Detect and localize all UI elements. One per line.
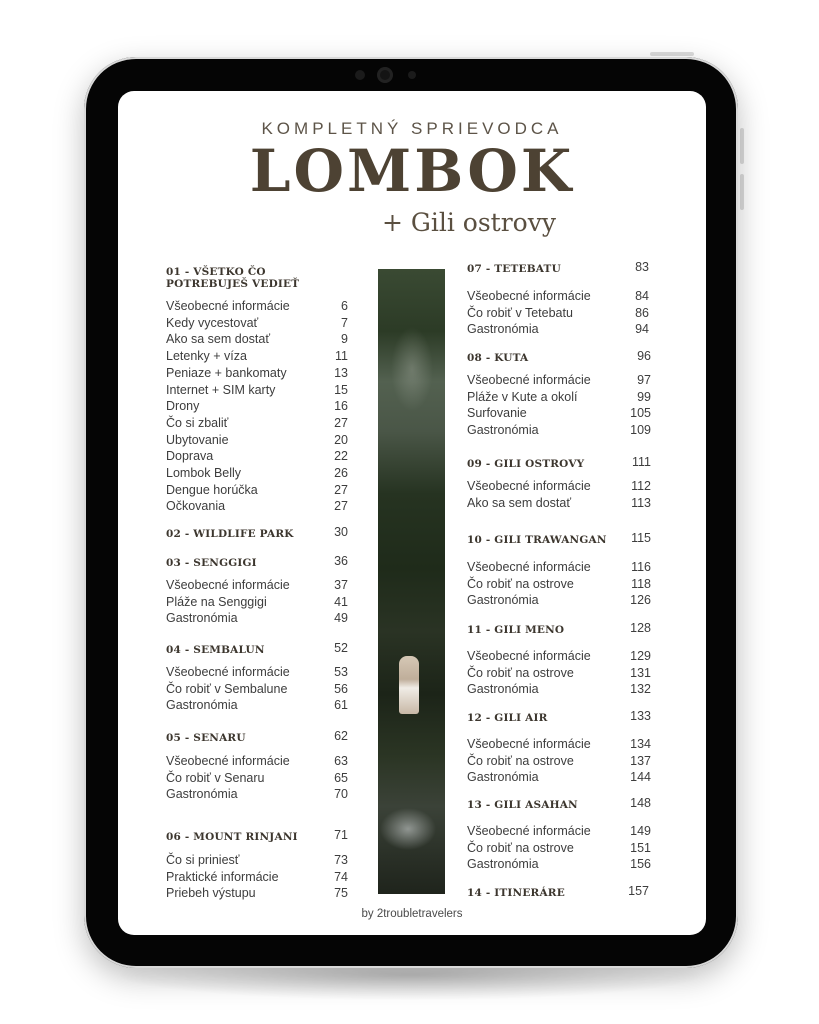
section-page-number: 148: [630, 796, 651, 810]
toc-item-label[interactable]: Čo si priniesť: [166, 853, 240, 867]
toc-item-page: 134: [630, 737, 651, 751]
toc-item-page: 151: [630, 840, 651, 855]
toc-item-label[interactable]: Lombok Belly: [166, 466, 242, 480]
toc-item-label[interactable]: Čo robiť v Sembalune: [166, 681, 288, 696]
toc-item-page: 27: [334, 415, 348, 430]
toc-item-label[interactable]: Očkovania: [166, 499, 226, 514]
toc-item-label[interactable]: Ako sa sem dostať: [467, 495, 572, 510]
toc-item-page: 73: [334, 853, 348, 867]
toc-item-page: 26: [334, 466, 348, 480]
section-page-number: 30: [334, 525, 348, 539]
volume-down-button: [740, 174, 744, 210]
toc-item-page: 65: [334, 770, 348, 785]
toc-item-label[interactable]: Čo si zbaliť: [166, 415, 229, 430]
toc-item-label[interactable]: Gastronómia: [166, 787, 238, 802]
toc-item-page: 116: [631, 560, 651, 574]
toc-item-page: 63: [334, 754, 348, 768]
toc-item-label[interactable]: Gastronómia: [166, 698, 238, 713]
section-title[interactable]: 07 - TETEBATU: [467, 263, 561, 275]
toc-item-page: 16: [334, 399, 348, 414]
section-title[interactable]: 14 - ITINERÁRE: [467, 887, 565, 899]
toc-item-page: 105: [630, 406, 651, 421]
section-title[interactable]: 11 - GILI MENO: [467, 624, 565, 636]
toc-item-label[interactable]: Všeobecné informácie: [467, 824, 591, 838]
toc-item-label[interactable]: Všeobecné informácie: [166, 578, 290, 592]
couple-figure: [399, 656, 419, 714]
toc-item-page: 132: [630, 682, 651, 697]
toc-item-label[interactable]: Všeobecné informácie: [467, 479, 591, 493]
toc-item-page: 9: [341, 332, 348, 347]
toc-item-page: 61: [334, 698, 348, 713]
section-title[interactable]: 02 - WILDLIFE PARK: [166, 528, 294, 540]
sensor-icon: [355, 70, 365, 80]
toc-item-page: 41: [334, 594, 348, 609]
toc-item-label[interactable]: Všeobecné informácie: [467, 560, 591, 574]
toc-item-page: 27: [334, 482, 348, 497]
section-title[interactable]: 13 - GILI ASAHAN: [467, 799, 578, 811]
toc-item-page: 37: [334, 578, 348, 592]
section-title[interactable]: 01 - VŠETKO ČO POTREBUJEŠ VEDIEŤ: [166, 266, 300, 290]
toc-item-label[interactable]: Čo robiť na ostrove: [467, 665, 574, 680]
toc-item-page: 53: [334, 665, 348, 679]
toc-item-page: 70: [334, 787, 348, 802]
volume-up-button: [740, 128, 744, 164]
author-credit: by 2troubletravelers: [361, 908, 463, 920]
toc-item-label[interactable]: Drony: [166, 399, 200, 414]
toc-item-label[interactable]: Praktické informácie: [166, 869, 279, 884]
toc-item-label[interactable]: Surfovanie: [467, 406, 527, 421]
toc-item-label[interactable]: Gastronómia: [467, 423, 539, 438]
toc-item-label[interactable]: Gastronómia: [467, 857, 539, 872]
power-button: [650, 52, 694, 56]
toc-item-label[interactable]: Dengue horúčka: [166, 482, 258, 497]
toc-item-page: 144: [630, 770, 651, 785]
toc-item-page: 113: [631, 495, 651, 510]
toc-item-page: 129: [630, 649, 651, 663]
toc-item-page: 74: [334, 869, 348, 884]
toc-item-label[interactable]: Gastronómia: [467, 770, 539, 785]
section-page-number: 62: [334, 729, 348, 743]
sensor-icon: [408, 71, 416, 79]
section-title[interactable]: 08 - KUTA: [467, 352, 529, 364]
section-title[interactable]: 04 - SEMBALUN: [166, 644, 265, 656]
section-page-number: 96: [637, 349, 651, 363]
toc-item-label[interactable]: Priebeh výstupu: [166, 886, 256, 901]
toc-item-label[interactable]: Všeobecné informácie: [467, 289, 591, 303]
section-page-number: 83: [635, 260, 649, 274]
section-page-number: 133: [630, 709, 651, 723]
section-page-number: 52: [334, 641, 348, 655]
toc-item-label[interactable]: Čo robiť na ostrove: [467, 753, 574, 768]
toc-item-label[interactable]: Čo robiť na ostrove: [467, 576, 574, 591]
toc-item-label[interactable]: Letenky + víza: [166, 349, 247, 364]
toc-item-label[interactable]: Všeobecné informácie: [166, 754, 290, 768]
section-page-number: 111: [631, 455, 651, 469]
toc-item-page: 84: [635, 289, 649, 303]
toc-item-page: 109: [630, 423, 651, 438]
toc-item-page: 112: [631, 479, 651, 493]
toc-item-page: 131: [630, 665, 651, 680]
toc-item-page: 137: [630, 753, 651, 768]
section-page-number: 128: [630, 621, 651, 635]
toc-item-label[interactable]: Všeobecné informácie: [467, 649, 591, 663]
toc-item-page: 27: [334, 499, 348, 514]
toc-item-page: 94: [635, 322, 649, 337]
section-page-number: 115: [631, 531, 651, 545]
toc-item-page: 118: [631, 576, 651, 591]
toc-item-page: 156: [630, 857, 651, 872]
toc-item-label[interactable]: Čo robiť na ostrove: [467, 840, 574, 855]
toc-item-label[interactable]: Pláže na Senggigi: [166, 594, 267, 609]
toc-item-page: 20: [334, 432, 348, 447]
toc-item-label[interactable]: Pláže v Kute a okolí: [467, 389, 578, 404]
cover-title: LOMBOK: [249, 137, 575, 205]
toc-item-page: 7: [341, 315, 348, 330]
toc-item-label[interactable]: Ubytovanie: [166, 432, 229, 447]
toc-item-label[interactable]: Všeobecné informácie: [166, 299, 290, 313]
toc-item-page: 22: [334, 449, 348, 464]
toc-item-label[interactable]: Čo robiť v Tetebatu: [467, 305, 573, 320]
section-title[interactable]: 03 - SENGGIGI: [166, 557, 257, 569]
toc-item-page: 15: [334, 382, 348, 397]
toc-item-page: 6: [341, 299, 348, 313]
toc-item-label[interactable]: Gastronómia: [467, 682, 539, 697]
toc-item-label[interactable]: Všeobecné informácie: [467, 737, 591, 751]
camera-icon: [377, 67, 393, 83]
toc-item-label[interactable]: Peniaze + bankomaty: [166, 365, 287, 380]
toc-item-label[interactable]: Gastronómia: [166, 611, 238, 626]
toc-item-page: 126: [630, 593, 651, 608]
toc-item-page: 56: [334, 681, 348, 696]
section-page-number: 157: [628, 884, 649, 898]
toc-item-label[interactable]: Internet + SIM karty: [166, 382, 276, 397]
waterfall-photo: [378, 269, 445, 894]
toc-item-page: 97: [637, 373, 651, 387]
toc-item-page: 86: [635, 305, 649, 320]
toc-item-label[interactable]: Ako sa sem dostať: [166, 332, 271, 347]
toc-item-label[interactable]: Gastronómia: [467, 593, 539, 608]
section-page-number: 71: [334, 828, 348, 842]
toc-item-label[interactable]: Čo robiť v Senaru: [166, 770, 265, 785]
toc-item-label[interactable]: Všeobecné informácie: [467, 373, 591, 387]
toc-item-page: 149: [630, 824, 651, 838]
toc-item-label[interactable]: Všeobecné informácie: [166, 665, 290, 679]
toc-item-page: 13: [334, 365, 348, 380]
section-title[interactable]: 10 - GILI TRAWANGAN: [467, 534, 607, 546]
toc-item-label[interactable]: Doprava: [166, 449, 214, 464]
toc-item-page: 75: [334, 886, 348, 901]
toc-item-page: 99: [637, 389, 651, 404]
section-title[interactable]: 06 - MOUNT RINJANI: [166, 831, 298, 843]
section-title[interactable]: 12 - GILI AIR: [467, 712, 548, 724]
toc-item-page: 11: [335, 349, 348, 364]
section-page-number: 36: [334, 554, 348, 568]
section-title[interactable]: 09 - GILI OSTROVY: [467, 458, 585, 470]
cover-subtitle: KOMPLETNÝ SPRIEVODCA: [261, 119, 563, 138]
section-title[interactable]: 05 - SENARU: [166, 732, 246, 744]
toc-item-label[interactable]: Gastronómia: [467, 322, 539, 337]
toc-item-page: 49: [334, 611, 348, 626]
tablet-screen: [118, 91, 706, 935]
toc-item-label[interactable]: Kedy vycestovať: [166, 315, 259, 330]
cover-tagline: + Gili ostrovy: [382, 208, 556, 237]
